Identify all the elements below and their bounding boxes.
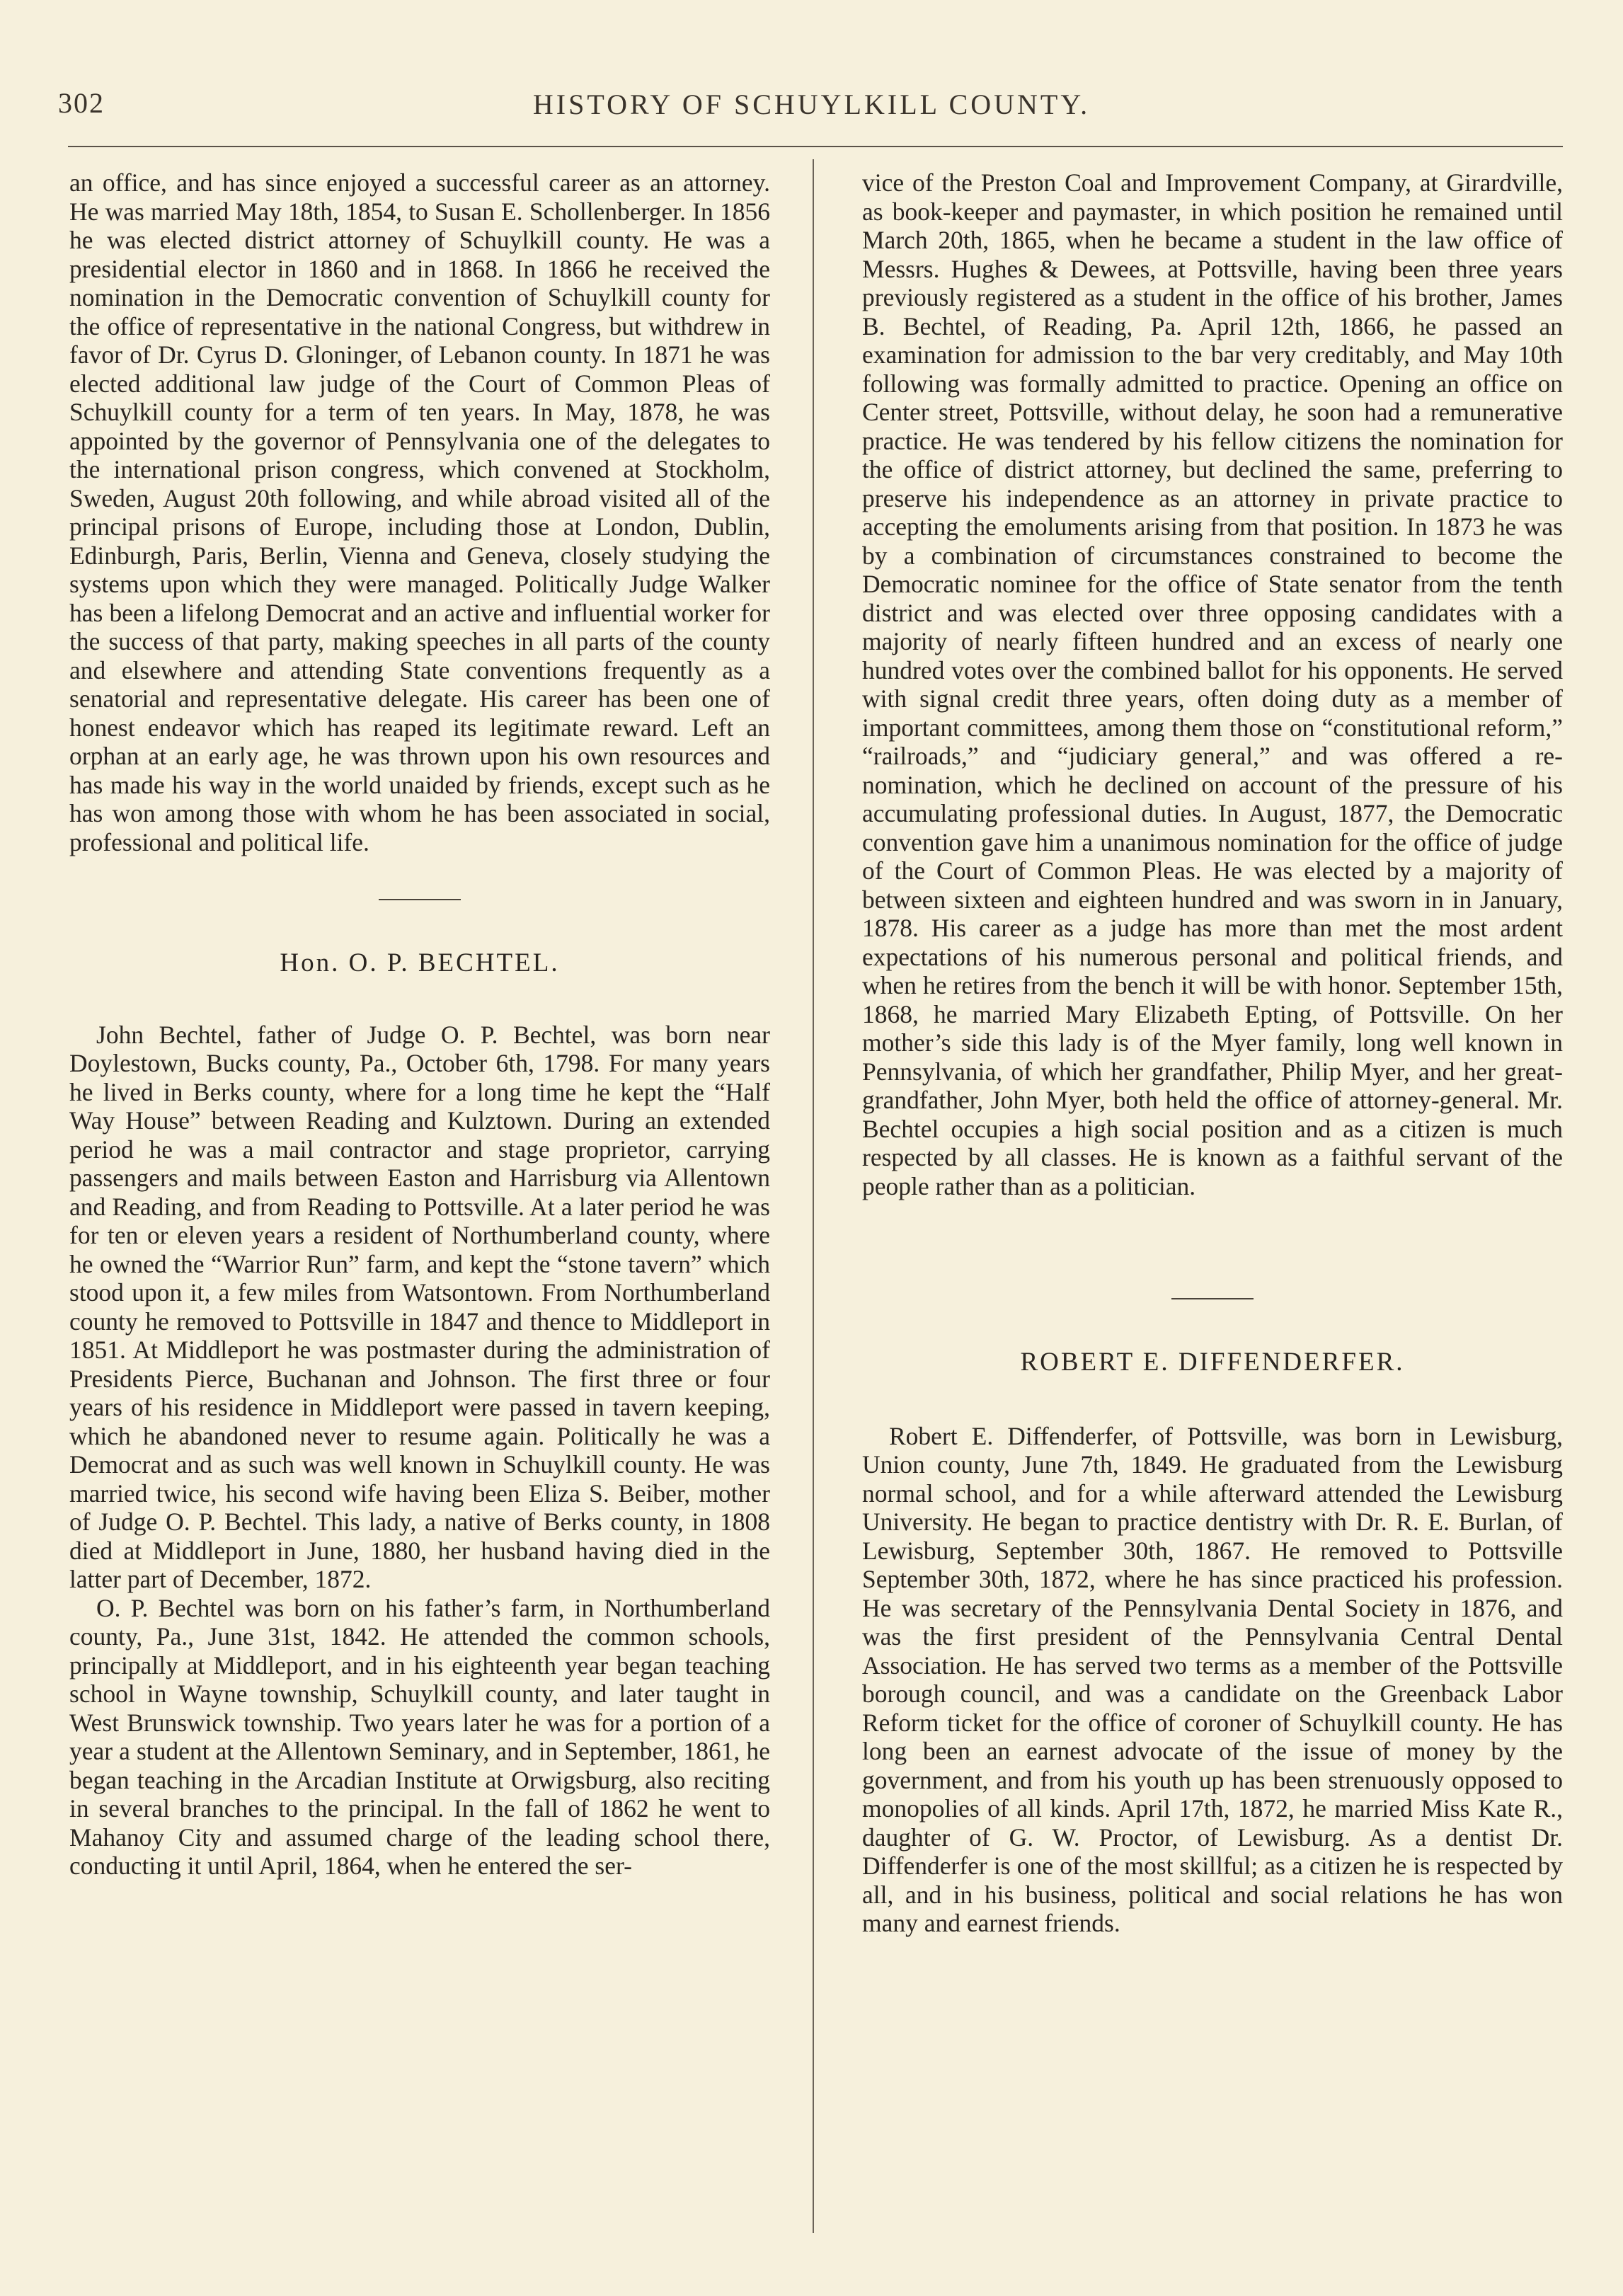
right-column <box>862 168 1563 1938</box>
column-divider <box>813 159 814 2233</box>
section-heading-bechtel: Hon. O. P. BECHTEL. <box>280 948 560 977</box>
continued-paragraph: an office, and has since enjoyed a successful career as an attorney. He was married May 18th, 1854, to Susan E. Schollenberger. In 1856 he was elected district attorney of Schuylkill county. He was a presidential elector in 1860 and in 1868. In 1866 he received the nomination in the Democratic convention of Schuylkill county for the office of representative in the national Congress, but withdrew in favor of Dr. Cyrus D. Gloninger, of Lebanon county. In 1871 he was elected additional law judge of the Court of Common Pleas of Schuylkill county for a term of ten years. In May, 1878, he was appointed by the governor of Pennsylvania one of the delegates to the international prison congress, which convened at Stockholm, Sweden, August 20th following, and while abroad visited all of the principal prisons of Europe, including those at London, Dublin, Edinburgh, Paris, Berlin, Vienna and Geneva, closely studying the systems upon which they were managed. Politically Judge Walker has been a lifelong Democrat and an active and influential worker for the success of that party, making speeches in all parts of the county and elsewhere and attending State conventions frequently as a senatorial and representative delegate. His career has been one of honest endeavor which has reaped its legitimate reward. Left an orphan at an early age, he was thrown upon his own resources and has made his way in the world unaided by friends, except such as he has won among those with whom he has been associated in social, professional and political life. <box>69 168 770 856</box>
paragraph: John Bechtel, father of Judge O. P. Bechtel, was born near Doylestown, Bucks county, Pa., October 6th, 1798. For many years he lived in Berks county, where for a long time he kept the “Half Way House” between Reading and Kulztown. During an extended period he was a mail contractor and stage proprietor, carrying passengers and mails between Easton and Harrisburg via Allentown and Reading, and from Reading to Pottsville. At a later period he was for ten or eleven years a resident of Northumberland county, where he owned the “Warrior Run” farm, and kept the “stone tavern” which stood upon it, a few miles from Watsontown. From Northumberland county he removed to Pottsville in 1847 and thence to Middleport in 1851. At Middleport he was postmaster during the administration of Presidents Pierce, Buchanan and Johnson. The first three or four years of his residence in Middleport were passed in tavern keeping, which he abandoned never to resume again. Politically he was a Democrat and as such was well known in Schuylkill county. He was married twice, his second wife having been Eliza S. Beiber, mother of Judge O. P. Bechtel. This lady, a native of Berks county, in 1808 died at Middleport in June, 1880, her husband having died in the latter part of December, 1872. <box>69 1020 770 1593</box>
running-head: HISTORY OF SCHUYLKILL COUNTY. <box>532 88 1091 120</box>
left-column <box>69 168 770 1881</box>
paragraph: O. P. Bechtel was born on his father’s farm, in Northumberland county, Pa., June 31st, 1842. He attended the common schools, principally at Middleport, and in his eighteenth year began teaching school in Wayne township, Schuylkill county, and later taught in West Brunswick township. Two years later he was for a portion of a year a student at the Allentown Seminary, and in September, 1861, he began teaching in the Arcadian Institute at Orwigsburg, also reciting in several branches to the principal. In the fall of 1862 he went to Mahanoy City and assumed charge of the leading school there, conducting it until April, 1864, when he entered the ser- <box>69 1593 770 1880</box>
section-heading-diffenderfer: ROBERT E. DIFFENDERFER. <box>1020 1348 1405 1377</box>
continued-paragraph: vice of the Preston Coal and Improvement Company, at Girardville, as book-keeper and paymaster, in which position he remained until March 20th, 1865, when he became a student in the law office of Messrs. Hughes & Dewees, at Pottsville, having been three years previously registered as a student in the office of his brother, James B. Bechtel, of Reading, Pa. April 12th, 1866, he passed an examination for admission to the bar very creditably, and May 10th following was formally admitted to practice. Opening an office on Center street, Pottsville, without delay, he soon had a remunerative practice. He was tendered by his fellow citizens the nomination for the office of district attorney, but declined the same, preferring to preserve his independence as an attorney in private practice to accepting the emoluments arising from that position. In 1873 he was by a combination of circumstances constrained to become the Democratic nominee for the office of State senator from the tenth district and was elected over three opposing candidates with a majority of nearly fifteen hundred and an excess of nearly one hundred votes over the combined ballot for his opponents. He served with signal credit three years, often doing duty as a member of important committees, among them those on “constitutional reform,” “railroads,” and “judiciary general,” and was offered a re-nomination, which he declined on account of the pressure of his accumulating professional duties. In August, 1877, the Democratic convention gave him a unanimous nomination for the office of judge of the Court of Common Pleas. He was elected by a majority of between sixteen and eighteen hundred and was sworn in in January, 1878. His career as a judge has more than met the most ardent expectations of his numerous personal and political friends, and when he retires from the bench it will be with honor. September 15th, 1868, he married Mary Elizabeth Epting, of Pottsville. On her mother’s side this lady is of the Myer family, long well known in Pennsylvania, of which her grandfather, Philip Myer, and her great-grandfather, John Myer, both held the office of attorney-general. Mr. Bechtel occupies a high social position and as a citizen is much respected by all classes. He is known as a faithful servant of the people rather than as a politician. <box>862 168 1563 1200</box>
paragraph: Robert E. Diffenderfer, of Pottsville, was born in Lewisburg, Union county, June 7th, 1849. He graduated from the Lewisburg normal school, and for a while afterward attended the Lewisburg University. He began to practice dentistry with Dr. R. E. Burlan, of Lewisburg, September 30th, 1867. He removed to Pottsville September 30th, 1872, where he has since practiced his profession. He was secretary of the Pennsylvania Dental Society in 1876, and was the first president of the Pennsylvania Central Dental Association. He has served two terms as a member of the Pottsville borough council, and was a candidate on the Greenback Labor Reform ticket for the office of coroner of Schuylkill county. He has long been an earnest advocate of the issue of money by the government, and from his youth up has been strenuously opposed to monopolies of all kinds. April 17th, 1872, he married Miss Kate R., daughter of G. W. Proctor, of Lewisburg. As a dentist Dr. Diffenderfer is one of the most skillful; as a citizen he is respected by all, and in his business, political and social relations he has won many and earnest friends. <box>862 1421 1563 1937</box>
header-rule <box>68 146 1563 147</box>
page-number: 302 <box>58 87 105 119</box>
